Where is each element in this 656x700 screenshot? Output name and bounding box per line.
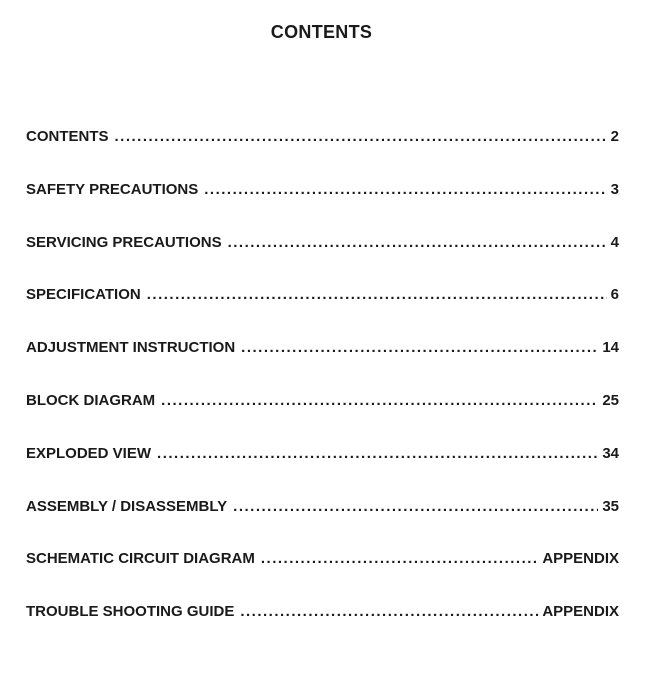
toc-entry-label: ADJUSTMENT INSTRUCTION (26, 339, 236, 357)
dot-leader (161, 392, 598, 409)
toc-entry-page: 6 (610, 286, 619, 304)
toc-entry-trouble-shooting-guide (26, 603, 619, 656)
toc-entry-block-diagram (26, 392, 619, 445)
page-title: CONTENTS (270, 22, 373, 42)
toc-entry-contents (26, 128, 619, 181)
toc-entry-page: 2 (610, 128, 619, 145)
toc-entry-adjustment-instruction (26, 339, 619, 392)
dot-leader (261, 550, 538, 567)
toc-entry-label: BLOCK DIAGRAM (26, 391, 156, 409)
toc-entry-label: SPECIFICATION (26, 286, 141, 304)
dot-leader (241, 339, 598, 356)
dot-leader (157, 445, 598, 462)
toc-entry-specification (26, 286, 619, 339)
toc-entry-label: TROUBLE SHOOTING GUIDE (26, 603, 235, 621)
dot-leader (115, 128, 607, 145)
toc-entry-label: SAFETY PRECAUTIONS (26, 180, 199, 198)
toc-entry-page: 3 (610, 180, 619, 198)
dot-leader (204, 181, 606, 198)
toc-entry-page: 34 (602, 444, 619, 462)
toc-entry-label: SCHEMATIC CIRCUIT DIAGRAM (26, 550, 255, 568)
toc-entry-safety-precautions (26, 181, 619, 234)
toc-entry-servicing-precautions (26, 234, 619, 287)
toc-entry-page: 35 (602, 497, 619, 515)
dot-leader (240, 603, 538, 620)
table-of-contents (26, 128, 619, 656)
toc-entry-page: APPENDIX (542, 603, 619, 621)
toc-entry-label: CONTENTS (26, 128, 109, 145)
toc-entry-label: EXPLODED VIEW (26, 444, 152, 462)
toc-entry-page: 4 (610, 233, 619, 251)
toc-entry-assembly-disassembly (26, 498, 619, 551)
toc-entry-exploded-view (26, 445, 619, 498)
toc-entry-schematic-circuit-diagram (26, 550, 619, 603)
dot-leader (147, 286, 607, 303)
toc-entry-page: 25 (602, 391, 619, 409)
toc-entry-label: ASSEMBLY / DISASSEMBLY (26, 497, 228, 515)
toc-entry-label: SERVICING PRECAUTIONS (26, 233, 222, 251)
toc-entry-page: 14 (602, 339, 619, 357)
dot-leader (228, 234, 607, 251)
dot-leader (233, 498, 598, 515)
toc-entry-page: APPENDIX (542, 550, 619, 568)
